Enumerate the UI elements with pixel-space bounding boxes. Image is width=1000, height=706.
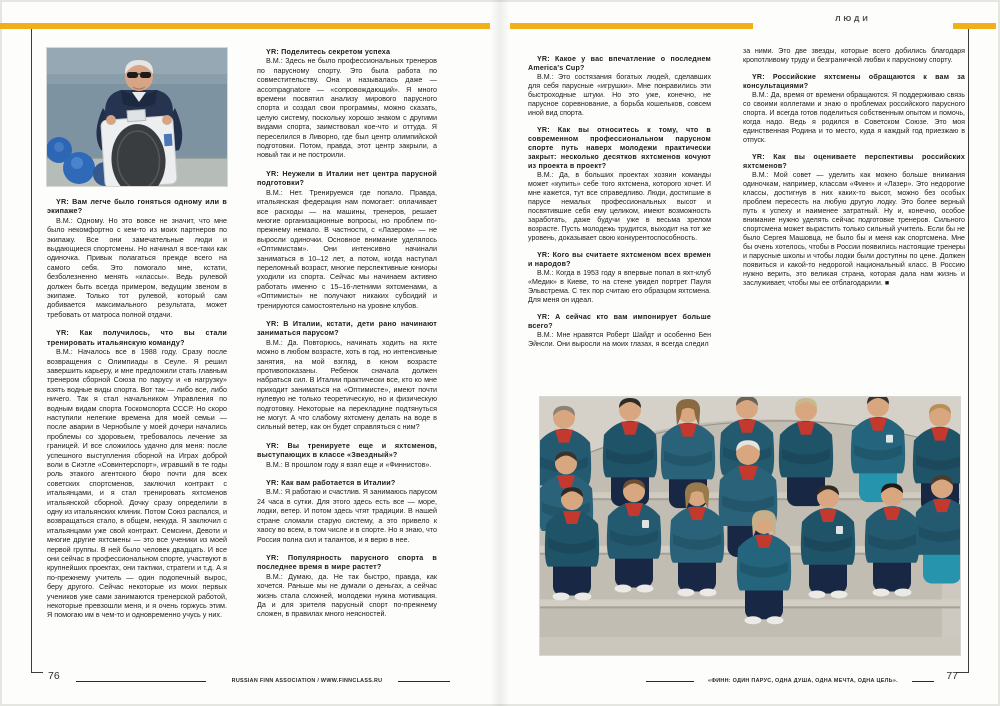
question: YR: Кого вы считаете яхтсменом всех времен и народов? <box>528 251 711 268</box>
answer: В.М.: Здесь не было профессиональных тренеров по парусному спорту. Это была работа по совместительству. Она и называлась даже — accompagnatore — «сопровождающий». Я много времени посвятил анализу мирового парусного спорта и создал свои программы, можно сказать, целую систему, поскольку хорошо знаком с другими видами спорта, заимствовал кое-что и оттуда. Я переселился в Ливорно, где был центр олимпийской подготовки. Потом, правда, этот центр закрыли, а новый так и не построили. <box>257 56 437 160</box>
question: YR: Вам легче было гоняться одному или в экипаже? <box>47 197 227 216</box>
question: YR: В Италии, кстати, дети рано начинают заниматься парусом? <box>257 318 437 338</box>
question: YR: Как вы относитесь к тому, что в современном профессиональном парусном спорте путь наверх молодежи практически закрыт: несколько десятков яхтсменов кочуют из проекта в проект? <box>528 126 711 170</box>
question: YR: Неужели в Италии нет центра парусной подготовки? <box>257 168 437 188</box>
answer: В.М.: Да, время от времени обращаются. Я поддерживаю связь со своими коллегами и знаю о проблемах российского парусного спорта. И всегда готов поделиться собственным опытом и помочь, когда надо. Ведь я родился в Советском Союзе. Это моя единственная Родина и то место, куда я каждый год приезжаю в отпуск. <box>743 91 965 144</box>
team-illustration <box>540 397 960 655</box>
answer: В.М.: Одному. Но это вовсе не значит, что мне было некомфортно с кем-то из моих партнеров по экипажу. Все они замечательные люди и выдающиеся спортсмены. Но начинал я все-таки как одиночка. Привык полагаться прежде всего на самого себя. Это помогало мне, кстати, безболезненно менять «классы». Ведь рулевой должен быть всегда примером, ведущим звеном в экипаже. Только тот рулевой, который сам добивается максимального результата, может требовать от матроса полной отдачи. <box>47 215 227 319</box>
answer: В.М.: Да, в больших проектах хозяин команды может «купить» себе того яхтсмена, которого хочет. И мне кажется, тут все справедливо. Люди, достигшие в парусе немалых профессиональных высот и посвятившие себя ему целиком, имеют возможность заработать, даже будучи уже в весьма зрелом возрасте. Пусть молодежь трудится, выходит на тот же уровень, доказывает свою конкурентоспособность. <box>528 171 711 242</box>
left-page-column-1 <box>47 197 227 620</box>
portrait-illustration <box>47 48 227 186</box>
page-number-left: 76 <box>48 670 60 682</box>
question: YR: А сейчас кто вам импонирует больше всего? <box>528 313 711 330</box>
question: YR: Как получилось, что вы стали тренировать итальянскую команду? <box>47 328 227 347</box>
answer: В.М.: Это состязания богатых людей, сделавших для себя парусные «игрушки». Мне понравились эти быстроходные штуки. Но это уже, конечно, не парусное соревнование, а борьба кошельков, совсем иной вид спорта. <box>528 73 711 117</box>
answer: В.М.: Мой совет — уделить как можно больше внимания одиночкам, например, классам «Финн» и «Лазер». Это недорогие классы, достигнув в них каких-то высот, можно без особых проблем пересесть на любую другую лодку. Это более верный путь к успеху и наименее затратный. Ну и, конечно, особое внимание нужно уделять сейчас подготовке тренеров. Сильного спортсмена может вырастить только сильный учитель. Если бы не было Сергея Машовца, не было бы и меня как спортсмена. Мне бы очень хотелось, чтобы в России появились настоящие тренеры и парусные школы и чтобы лодки были доступны по цене. Должен появиться и какой-то недорогой национальный класс. В Россию нужно верить, это великая страна, которая дала нам жизнь и заслуживает, чтобы мы ее отблагодарили. ■ <box>743 171 965 287</box>
left-page-column-2 <box>257 47 437 619</box>
right-margin-rule <box>968 29 969 673</box>
question: YR: Популярность парусного спорта в последнее время в мире растет? <box>257 552 437 572</box>
answer-continued: за ними. Это две звезды, которые всего добились благодаря кропотливому труду и безграничной любви к парусному спорту. <box>743 47 965 64</box>
answer: В.М.: В прошлом году я взял еще и «Финнистов». <box>266 459 432 469</box>
answer: В.М.: Когда в 1953 году я впервые попал в яхт-клуб «Медик» в Киеве, то на стене увидел портрет Пауля Эльвстрема. С тех пор считаю его образцом яхтсмена. Для меня он идеал. <box>528 269 711 304</box>
footer-rule <box>912 681 934 682</box>
answer: В.М.: Да. Повторюсь, начинать ходить на яхте можно в любом возрасте, хоть в год, но интенсивные занятия, на мой взгляд, в юном возрасте противопоказаны. Ребенок сначала должен набраться сил. В Италии практически все, кто ко мне приходит заниматься на «Оптимисте», имеют почти нулевую не только теоретическую, но и физическую подготовку. Некоторые на перекладине подтянуться не могут. А что слабому яхтсмену делать на воде в сильный ветер, как он будет справляться с ним? <box>257 337 437 432</box>
footer-rule <box>398 681 450 682</box>
answer: В.М.: Мне нравятся Роберт Шайдт и особенно Бен Эйнсли. Они выросли на моих глазах, я всегда следил <box>528 331 711 348</box>
left-corner-tick <box>31 672 43 673</box>
accent-bar-left-page <box>0 23 490 29</box>
accent-bar-right-page <box>510 23 753 29</box>
footer-rule <box>76 681 206 682</box>
footer-rule <box>646 681 694 682</box>
answer: В.М.: Думаю, да. Не так быстро, правда, как хочется. Раньше мы не думали о деньгах, а сейчас жизнь стала сложней, молодежи нужна мотивация. Да и для зрителя парусный спорт по-прежнему сложен, в правилах много неясностей. <box>257 571 437 619</box>
page-gutter <box>490 0 510 706</box>
question: YR: Как вы оцениваете перспективы российских яхтсменов? <box>743 153 965 170</box>
question: YR: Поделитесь секретом успеха <box>266 47 391 56</box>
answer: В.М.: Нет. Тренируемся где попало. Правда, итальянская федерация нам помогает: оплачивает все расходы — на машины, тренеров, решает многие организационные вопросы, но проблем по-прежнему немало. В частности, с «Лазером» — не выросли одиночки. Основное внимание уделялось «Оптимистам». Они интенсивно начинали заниматься в 10–12 лет, а потом, когда наступал переломный возраст, многие перспективные юниоры уходили из спорта. Сейчас мы начинаем активно работать именно с 15–16-летними яхтсменами, а «Оптимисты» не получают никаких субсидий и тренируются самостоятельно на уровне клубов. <box>257 187 437 310</box>
accent-bar-right-edge <box>953 23 996 29</box>
footer-caption-text: «ФИНН: ОДИН ПАРУС, ОДНА ДУША, ОДНА МЕЧТА, ОДНА ЦЕЛЬ». <box>708 678 898 684</box>
portrait-photo <box>47 48 227 186</box>
footer-association-text: RUSSIAN FINN ASSOCIATION / WWW.FINNCLASS.RU <box>231 678 383 684</box>
question: YR: Российские яхтсмены обращаются к вам за консультациями? <box>743 73 965 90</box>
right-page-column-1 <box>528 47 711 349</box>
section-label: ЛЮДИ <box>835 14 871 23</box>
right-page-column-2 <box>743 47 965 288</box>
left-margin-rule <box>31 29 32 673</box>
page-number-right: 77 <box>946 670 958 682</box>
question: YR: Вы тренируете еще и яхтсменов, выступающих в классе «Звездный»? <box>257 440 437 460</box>
question: YR: Какое у вас впечатление о последнем America's Cup? <box>528 55 711 72</box>
answer: В.М.: Я работаю и счастлив. Я занимаюсь парусом 24 часа в сутки. Для этого здесь есть все — море, лодки, ветер. И потом здесь чтят традиции. В нашей стране сломали старую систему, а это привело к хаосу во всем, в том числе и в спорте. Но я знаю, что Россия полна сил и талантов, и я верю в нее. <box>257 487 437 544</box>
answer: В.М.: Началось все в 1988 году. Сразу после возвращения с Олимпиады в Сеуле. Я решил завершить карьеру, и мне предложили стать главным тренером сборной Союза по парусу и «в нагрузку» взять водные виды спорта. Вот так — либо все, либо ничего. Так я стал начальником Управления по водным видам спорта Госкомспорта СССР. Но скоро наступили нелегкие времена для моей семьи — после аварии в Чернобыле у моей дочери начались проблемы со здоровьем, требовалось лечение за границей. И все сложилось удачно для меня: после успешного выступления сборной на Играх доброй воли в Сиэтле «Совинтерспорт», игравший в те годы роль этакого агентского бюро почти для всех советских спортсменов, заключил контракт с итальянцами, и я стал тренировать яхтсменов итальянской сборной. Дочку сразу определили в одну из итальянских клиник. Потом Союз распался, и возвращаться стало, в общем, некуда. Я заключил с итальянцами уже свой контракт. Семсини, Девоти и многие другие яхтсмены — это все ученики из моей первой группы. В ней было человек двадцать. И все они сейчас в профессиональном спорте, участвуют в крупнейших проектах, они тактики, стратеги и т.д. А я по-прежнему учитель — один подопечный вырос, беру другого. Сейчас некоторые из моих первых учеников уже сами занимаются тренерской работой, некоторые превзошли меня, и я очень горжусь этим. Я помогаю им в чем-то и одновременно учусь у них. <box>47 347 227 620</box>
team-photo <box>540 397 960 655</box>
question: YR: Как вам работается в Италии? <box>266 478 396 488</box>
